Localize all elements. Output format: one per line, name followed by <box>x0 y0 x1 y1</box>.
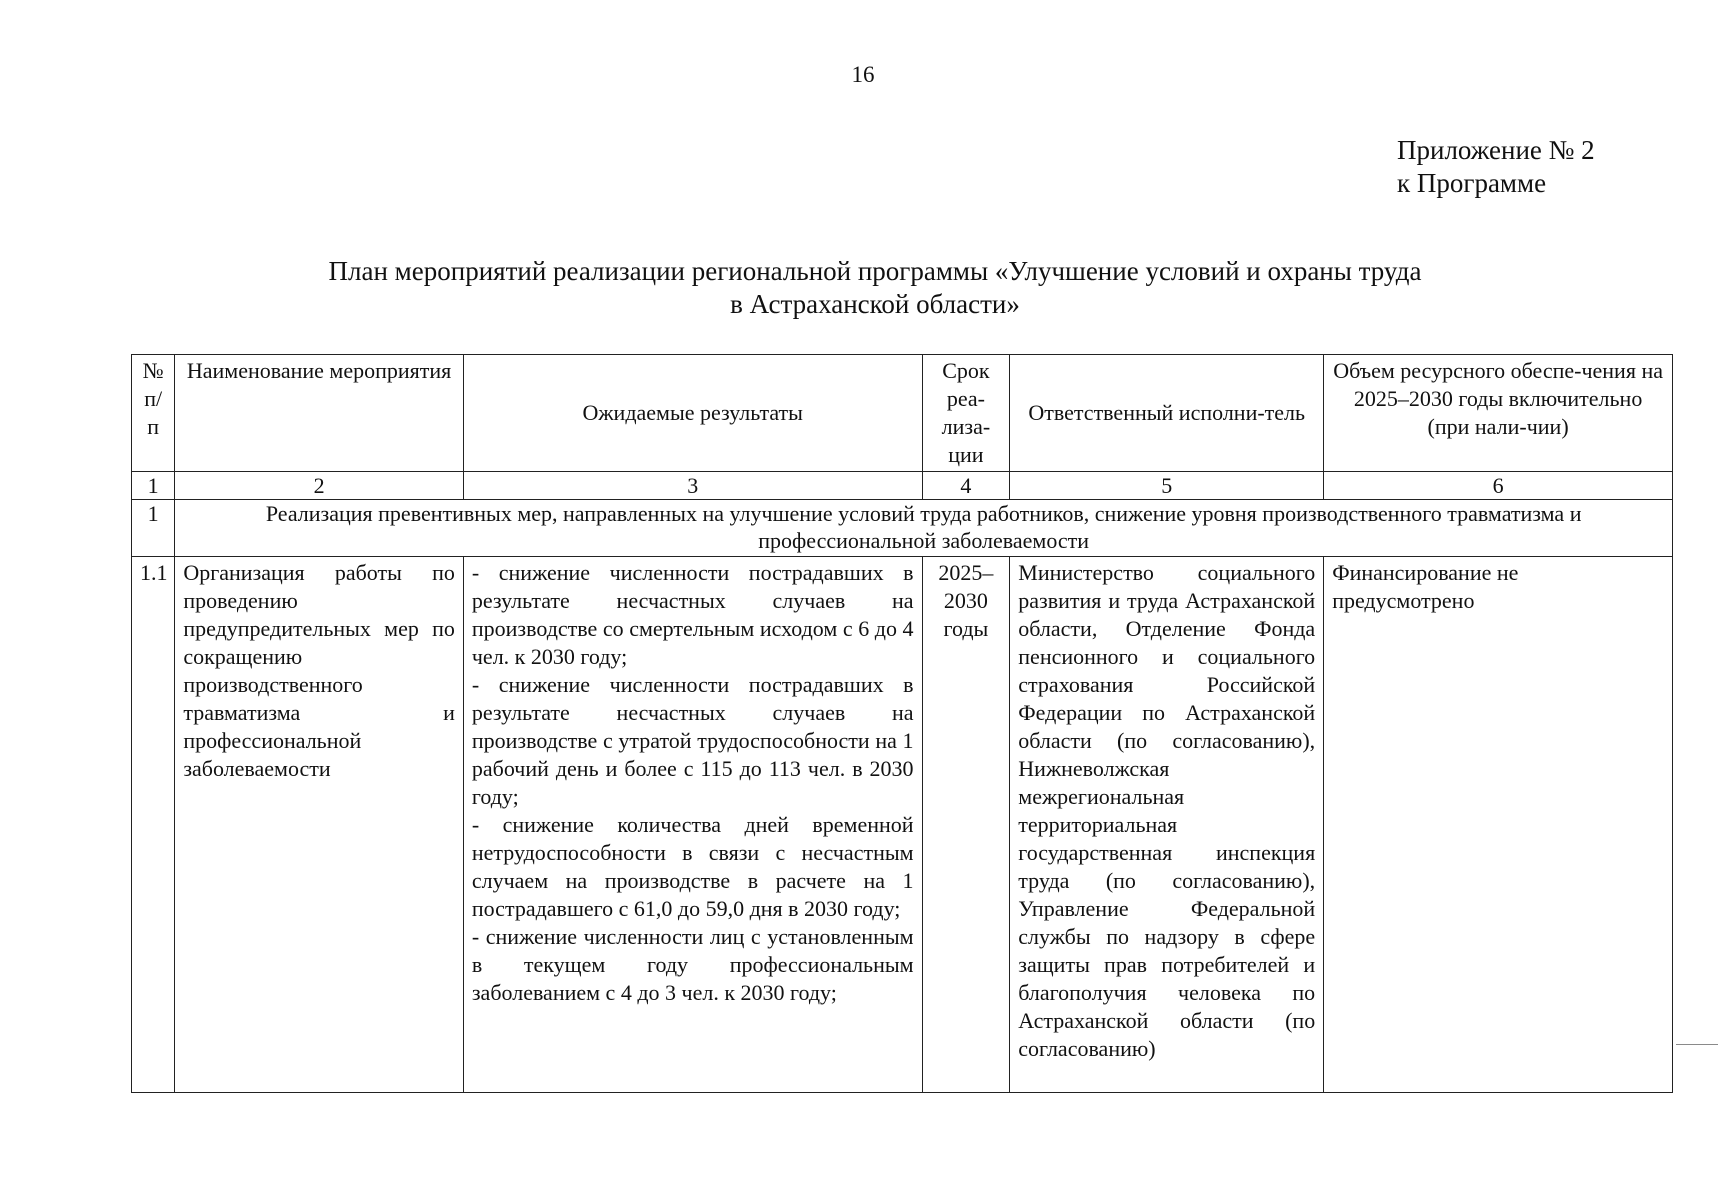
appendix-line-2: к Программе <box>1397 168 1547 198</box>
row-number: 1.1 <box>132 557 175 1093</box>
result-item: - снижение численности лиц с установленным в текущем году профессиональным заболеванием с 4 до 3 чел. к 2030 году; <box>471 924 914 1005</box>
appendix-line-1: Приложение № 2 <box>1397 135 1595 165</box>
document-title <box>260 255 1490 321</box>
result-item: - снижение количества дней временной нетрудоспособности в связи с несчастным случаем на производстве в расчете на 1 пострадавшего с 61,0 до 59,0 дня в 2030 году; <box>471 812 914 921</box>
section-row <box>132 500 1673 557</box>
column-number: 4 <box>922 472 1010 500</box>
expected-results <box>463 557 922 1093</box>
column-number: 5 <box>1010 472 1324 500</box>
header-activity-name: Наименование мероприятия <box>175 355 464 472</box>
header-executor: Ответственный исполни-тель <box>1010 355 1324 472</box>
table-row <box>132 557 1673 1093</box>
scan-edge-line <box>1676 1044 1718 1045</box>
column-number: 1 <box>132 472 175 500</box>
action-plan-table <box>131 354 1673 1093</box>
header-funding: Объем ресурсного обеспе-чения на 2025–2030 годы включительно (при нали-чии) <box>1324 355 1673 472</box>
document-title-line-1: План мероприятий реализации региональной программы «Улучшение условий и охраны труда <box>328 256 1422 286</box>
appendix-reference <box>1397 134 1595 200</box>
header-term: Срок реа-лиза-ции <box>922 355 1010 472</box>
section-title: Реализация превентивных мер, направленных на улучшение условий труда работников, снижение уровня производственного травматизма и профессиональной заболеваемости <box>175 500 1673 557</box>
column-number: 3 <box>463 472 922 500</box>
page-number: 16 <box>851 62 875 87</box>
funding-volume: Финансирование не предусмотрено <box>1324 557 1673 1093</box>
header-number: № п/п <box>132 355 175 472</box>
result-item: - снижение численности пострадавших в результате несчастных случаев на производстве с утратой трудоспособности на 1 рабочий день и более с 115 до 113 чел. в 2030 году; <box>471 672 914 809</box>
table-header-row <box>132 355 1673 472</box>
document-title-line-2: в Астраханской области» <box>730 289 1020 319</box>
column-number: 2 <box>175 472 464 500</box>
responsible-executor: Министерство социального развития и труда Астраханской области, Отделение Фонда пенсионного и социального страхования Российской Федерации по Астраханской области (по согласованию), Нижневолжская межрегиональная территориальная государственная инспекция труда (по согласованию), Управление Федеральной службы по надзору в сфере защиты прав потребителей и благополучия человека по Астраханской области (по согласованию) <box>1010 557 1324 1093</box>
section-number: 1 <box>132 500 175 557</box>
column-number-row <box>132 472 1673 500</box>
column-number: 6 <box>1324 472 1673 500</box>
implementation-term: 2025–2030 годы <box>922 557 1010 1093</box>
result-item: - снижение численности пострадавших в результате несчастных случаев на производстве со смертельным исходом с 6 до 4 чел. к 2030 году; <box>471 560 914 669</box>
activity-name: Организация работы по проведению предупредительных мер по сокращению производственного травматизма и профессиональной заболеваемости <box>175 557 464 1093</box>
header-expected-results: Ожидаемые результаты <box>463 355 922 472</box>
